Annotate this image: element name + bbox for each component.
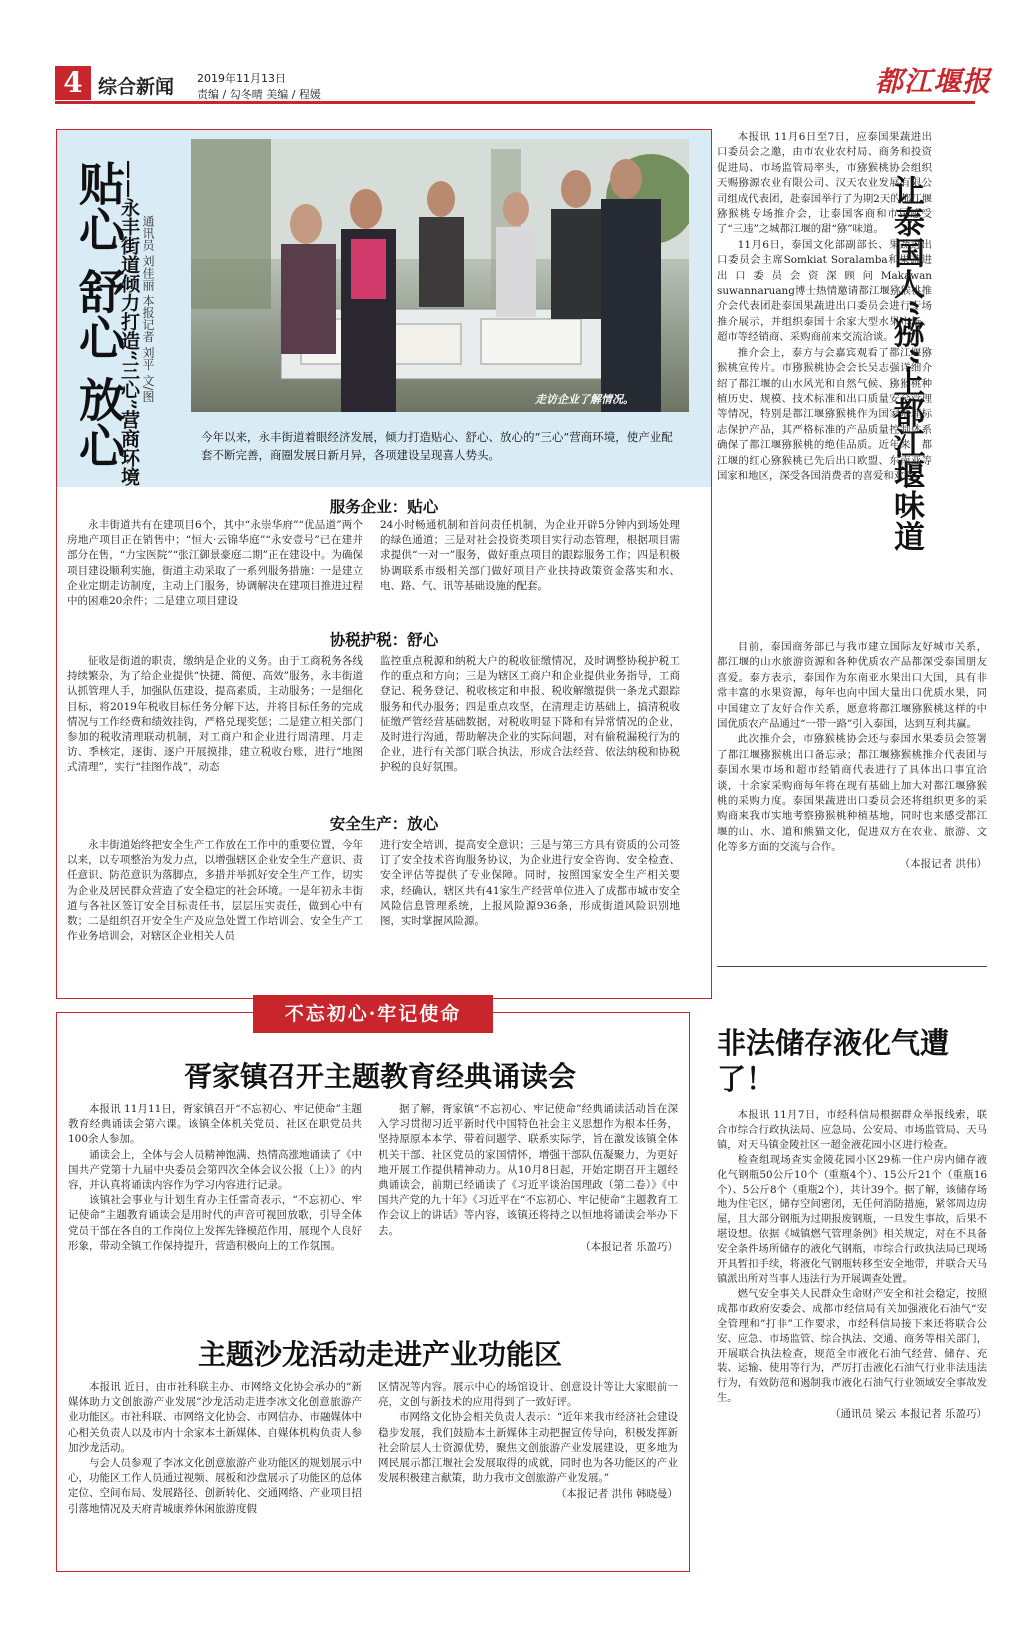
feature-byline: 通讯员 刘佳丽 本报记者 刘平 文/图	[141, 215, 155, 403]
header-rule	[55, 101, 975, 104]
salon-author: （本报记者 洪伟 韩晓曼）	[555, 1488, 678, 1501]
gas-author: （通讯员 梁云 本报记者 乐盈巧）	[829, 1408, 987, 1421]
issue-date: 2019年11月13日	[197, 72, 286, 85]
salon-para-3: 区情况等内容。展示中心的场馆设计、创意设计等让大家眼前一亮，文创与新技术的应用得到了一致好评。	[378, 1381, 678, 1409]
reading-para-4: 据了解，胥家镇“不忘初心、牢记使命”经典诵读活动旨在深入学习贯彻习近平新时代中国特色社会主义思想作为根本任务，坚持原原本本学、带着问题学、联系实际学，旨在激发该镇全体机关干部、社区党员的家国情怀，增强干部队伍凝聚力，为更好地开展工作提供精神动力。从10月8日起，开始定期召开主题经典诵读会，前期已经诵读了《习近平谈治国理政（第二卷）》《中国共产党的九十年》《习近平在“不忘初心、牢记使命”主题教育工作会议上的讲话》等内容，该镇还将持之以恒地将诵读会举办下去。	[378, 1103, 678, 1237]
thai-para-2: 11月6日，泰国文化部副部长、果蔬进出口委员会主席Somkiat Soralamba和果蔬进出口委员会资深顾问Makawan suwannaruang博士热情邀请都江堰猕猴桃推介会代表团赴泰国果蔬进出口委员会进行专场推介展示，并组织泰国十余家大型水果市场、超市等经销商、采购商前来交流洽谈。	[717, 238, 932, 344]
gas-article-title: 非法储存液化气遭了！	[717, 1026, 950, 1096]
section-tax-text-left: 征收是街道的职责，缴纳是企业的义务。由于工商税务各线持续繁杂，为了给企业提供“快捷、简便、高效”服务，永丰街道认抓管理人手，加强队伍建设，提高素质，主动服务；一是细化目标，将2019年税收目标任务分解下达，并将目标任务的完成情况与工作经费和绩效挂钩，严格兑现奖惩；二是建立相关部门参加的税收清理联动机制，对工商户和企业进行周清理、月走访、季核定，逐街、逐户开展摸排，建立税收台账，进行“地图式清理”，实行“挂图作战”，动态	[67, 655, 363, 774]
feature-intro: 今年以来，永丰街道着眼经济发展，倾力打造贴心、舒心、放心的“三心”营商环境，使产业配套不断完善，商圈发展日新月异，各项建设呈现喜人势头。	[201, 430, 673, 462]
section-service-text-right: 24小时畅通机制和首问责任机制，为企业开辟5分钟内到场处理的绿色通道；三是对社会投资类项目实行动态管理，根据项目需求提供“一对一”服务，做好重点项目的跟踪服务工作；四是积极协调联系市级相关部门做好项目产业扶持政策资金落实和水、电、路、气、讯等基础设施的配套。	[380, 519, 680, 592]
reading-author: （本报记者 乐盈巧）	[580, 1240, 678, 1253]
salon-para-4: 市网络文化协会相关负责人表示：“近年来我市经济社会建设稳步发展，我们鼓励本土新媒体主动把握宣传导向，积极发挥新社会阶层人士资源优势，聚焦文创旅游产业发展建设，更多地为网民展示都江堰社会发展取得的成就，同时也为各功能区的产业发展积极建言献策，助力我市文创旅游产业发展。”	[378, 1411, 678, 1485]
editors: 责编 / 勾冬晴 美编 / 程媛	[197, 88, 321, 101]
section-heading-tax: 协税护税：舒心	[329, 631, 439, 649]
thai-article-title: 让泰国人“猕”上都江堰味道	[888, 175, 924, 552]
salon-para-1: 本报讯 近日，由市社科联主办、市网络文化协会承办的“新媒体助力文创旅游产业发展”沙龙活动走进李冰文化创意旅游产业功能区。市社科联、市网络文化协会、市网信办、市融媒体中心相关负责人以及市内十余家本土新媒体、自媒体机构负责人参加沙龙活动。	[68, 1381, 362, 1454]
theme-banner: 不忘初心·牢记使命	[253, 995, 493, 1033]
news-photo	[191, 139, 689, 412]
section-tax-text-right: 监控重点税源和纳税大户的税收征缴情况，及时调整协税护税工作的重点和方向；三是为辖区工商户和企业提供业务指导，工商登记、税务登记、税收核定和申报、税收解缴提供一条龙式跟踪服务和代办服务；四是重点攻坚，在清理走访基础上，搞清税收征缴严管经营基础数据，对税收明显下降和有异常情况的企业，及时进行沟通，帮助解决企业的实际问题，对有偷税漏税行为的企业，进行有关部门联合执法，形成合法经营、依法纳税和协税护税的良好氛围。	[380, 655, 680, 774]
newspaper-logo: 都江堰报	[875, 65, 992, 98]
thai-para-4: 目前，泰国商务部已与我市建立国际友好城市关系，都江堰的山水旅游资源和各种优质农产品都深受泰国朋友喜爱。泰方表示，泰国作为东南亚水果出口大国，具有非常丰富的水果资源，每年也向中国大量出口优质水果，同中国建立了友好合作关系，愿意将都江堰猕猴桃这样的中国优质农产品通过“一带一路”引入泰国，达到互利共赢。	[717, 641, 987, 731]
section-heading-service: 服务企业：贴心	[329, 498, 439, 516]
thai-para-5: 此次推介会，市猕猴桃协会还与泰国水果委员会签署了都江堰猕猴桃出口备忘录；都江堰猕猴桃推介代表团与泰国水果市场和超市经销商代表进行了具体出口事宜洽谈，十余家采购商每年将在现有基础上加大对都江堰猕猴桃的采购力度。泰国果蔬进出口委员会还将组织更多的采购商来我市实地考察猕猴桃种植基地，同时也来感受都江堰的山、水、道和熊猫文化，促进双方在农业、旅游、文化等多方面的交流与合作。	[717, 733, 987, 854]
reading-para-1: 本报讯 11月11日，胥家镇召开“不忘初心、牢记使命”主题教育经典诵读会第六课。该镇全体机关党员、社区在职党员共100余人参加。	[68, 1103, 362, 1146]
gas-para-1: 本报讯 11月7日，市经科信局根据群众举报线索，联合市综合行政执法局、应急局、公安局、市场监管局、天马镇，对天马镇金陵社区一超金液花园小区进行检查。	[717, 1109, 987, 1151]
feature-title-part2: 舒心	[72, 268, 126, 361]
gas-para-3: 燃气安全事关人民群众生命财产安全和社会稳定，按照成都市政府安委会、成都市经信局有关加强液化石油气“安全管理和”打非”工作要求，市经科信局接下来还将联合公安、应急、市场监管、综合执法、交通、商务等相关部门，开展联合执法检查，规范全市液化石油气经营、储存、充装、运输、使用等行为，严厉打击液化石油气行业非法违法行为，有效防范和遏制我市液化石油气行业领域安全事故发生。	[717, 1287, 987, 1405]
section-service-text-left: 永丰街道共有在建项目6个，其中“永崇华府”“优品道”两个房地产项目正在销售中；“恒大·云锦华庭”“永安壹号”已在建并部分在售，“力宝医院”“张江御景豪庭二期”正在建设中。为确保项目建设顺利实施，街道主动采取了一系列服务措施：一是建立企业定期走访制度，主动上门服务，协调解决在建项目推进过程中的困难20余件；二是建立项目建设	[67, 519, 363, 608]
salon-para-2: 与会人员参观了李冰文化创意旅游产业功能区的规划展示中心，功能区工作人员通过视频、展板和沙盘展示了功能区的总体定位、空间布局、发展路径、创新转化、交通网络、产业项目招引落地情况及天府青城康养休闲旅游度假	[68, 1457, 362, 1515]
photo-caption: 走访企业了解情况。	[535, 393, 634, 406]
section-heading-safety: 安全生产：放心	[329, 815, 439, 833]
photo-illustration	[191, 139, 689, 412]
thai-para-3: 推介会上，泰方与会嘉宾观看了都江堰猕猴桃宣传片。市猕猴桃协会会长吴志强详细介绍了都江堰的山水风光和自然气候、猕猴桃种植历史、规模、技术标准和出口质量安全管理等情况，特别是都江堰猕猴桃作为国家地理标志保护产品，其严格标准的产品质量控制体系确保了都江堰猕猴桃的绝佳品质。近年来，都江堰的红心猕猴桃已先后出口欧盟、东南亚等国家和地区，深受各国消费者的喜爱和欢迎。	[717, 346, 932, 482]
feature-title	[65, 160, 125, 468]
section-title: 综合新闻	[98, 76, 175, 98]
section-safety-text-right: 进行安全培训，提高安全意识；三是与第三方具有资质的公司签订了安全技术咨询服务协议，为企业进行安全咨询、安全检查、安全评估等提供了专业保障。同时，按照国家安全生产相关要求，经确认，辖区共有41家生产经营单位进入了成都市城市安全风险信息管理系统，上报风险源936条，形成街道风险识别地图，实时掌握风险源。	[380, 839, 680, 928]
column-divider	[717, 966, 987, 967]
salon-article-title: 主题沙龙活动走进产业功能区	[197, 1338, 562, 1371]
page-number: 4	[55, 66, 91, 100]
thai-author: （本报记者 洪伟）	[899, 857, 987, 870]
section-safety-text-left: 永丰街道始终把安全生产工作放在工作中的重要位置，今年以来，以专项整治为发力点，以增强辖区企业安全生产意识、责任意识、防范意识为落脚点，多措并举抓好安全生产工作，切实为企业及居民群众营造了安全稳定的社会环境。一是年初永丰街道与各社区签订安全目标责任书，层层压实责任，做到心中有数；二是组织召开安全生产及应急处置工作培训会、安全生产工作业务培训会，对辖区企业相关人员	[67, 839, 363, 943]
feature-title-part3: 放心	[72, 376, 126, 469]
gas-para-2: 检查组现场查实金陵花园小区29栋一住户房内储存液化气钢瓶50公斤10个（重瓶4个）、15公斤21个（重瓶16个）、5公斤8个（重瓶2个），共计39个。据了解，该储存场地为住宅区，储存空间密闭，无任何消防措施，紧邻周边房屋，且大部分钢瓶为过期报废钢瓶，一旦发生事故，后果不堪设想。依据《城镇燃气管理条例》相关规定，对在不具备安全条件场所储存的液化气钢瓶，市综合行政执法局已现场开具暂扣手续，将液化气钢瓶转移至安全地带，并联合天马镇派出所对当事人违法行为开展调查处置。	[717, 1153, 987, 1285]
feature-subtitle: ——永丰街道倾力打造“三心”营商环境	[118, 160, 140, 486]
reading-article-title: 胥家镇召开主题教育经典诵读会	[183, 1060, 576, 1093]
reading-para-2: 诵读会上，全体与会人员精神饱满、热情高涨地诵读了《中国共产党第十九届中央委员会第四次全体会议公报（上）》的内容，并认真将诵读内容作为学习内容进行记录。	[68, 1148, 362, 1192]
feature-title-part1: 贴心	[72, 160, 126, 252]
thai-para-1: 本报讯 11月6日至7日，应泰国果蔬进出口委员会之邀，由市农业农村局、商务和投资促进局、市场监管局率头，市猕猴桃协会组织天赐猕源农业有限公司、汉天农业发展有限公司组成代表团，赴泰国举行了为期2天的都江堰猕猴桃专场推介会，让泰国客商和市民感受了“三违”之城都江堰的甜“猕”味道。	[717, 131, 932, 236]
reading-para-3: 该镇社会事业与计划生育办主任雷奇表示，“不忘初心、牢记使命”主题教育诵读会是用时代的声音可视回放歌，引导全体党员干部在各自的工作岗位上发挥先锋模范作用，展现个人良好形象，带动全镇工作保持提升，营造积极向上的工作氛围。	[68, 1194, 362, 1252]
